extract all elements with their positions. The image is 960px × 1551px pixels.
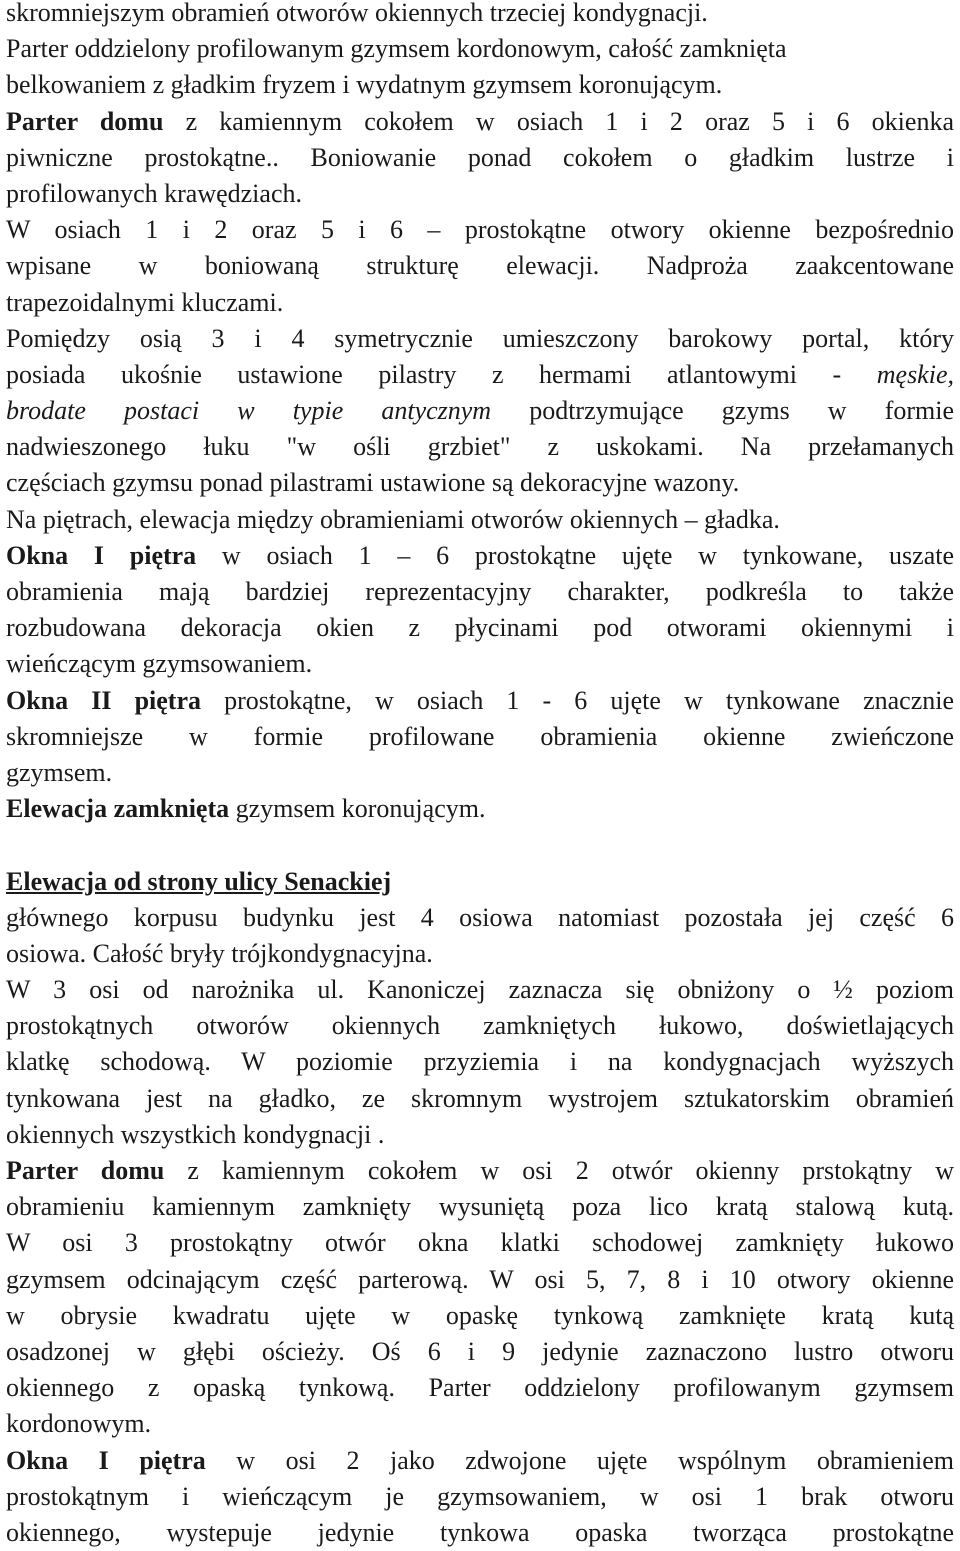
bold-run: Okna II piętra — [6, 685, 202, 715]
text-run: okiennego, wystepuje jedynie tynkowa opaska tworząca prostokątne — [6, 1517, 954, 1547]
text-line — [6, 1117, 954, 1153]
text-line — [6, 791, 954, 827]
text-line — [6, 357, 954, 393]
text-line — [6, 1189, 954, 1225]
section-heading: Elewacja od strony ulicy Senackiej — [6, 866, 392, 896]
text-run: Pomiędzy osią 3 i 4 symetrycznie umieszczony barokowy portal, który — [6, 323, 954, 353]
text-run: wieńczącym gzymsowaniem. — [6, 649, 313, 679]
text-run: osiowa. Całość bryły trójkondygnacyjna. — [6, 938, 433, 968]
bold-run: Okna I piętra — [6, 1445, 206, 1475]
text-line — [6, 31, 954, 67]
text-line — [6, 1334, 954, 1370]
text-run: gzymsem. — [6, 757, 113, 787]
text-line — [6, 176, 954, 212]
bold-run: Elewacja zamknięta — [6, 794, 230, 824]
text-run: wpisane w boniowaną strukturę elewacji. Nadproża zaakcentowane — [6, 251, 954, 281]
text-line — [6, 1044, 954, 1080]
text-line — [6, 1298, 954, 1334]
text-run: nadwieszonego łuku "w ośli grzbiet" z uskokami. Na przełamanych — [6, 432, 954, 462]
text-line — [6, 1081, 954, 1117]
text-line — [6, 1225, 954, 1261]
text-line — [6, 900, 954, 936]
text-run: gzymsem odcinającym część parterową. W osi 5, 7, 8 i 10 otwory okienne — [6, 1264, 954, 1294]
text-line — [6, 755, 954, 791]
text-run: profilowanych krawędziach. — [6, 178, 302, 208]
text-line — [6, 683, 954, 719]
text-run: w osiach 1 – 6 prostokątne ujęte w tynkowane, uszate — [196, 540, 954, 570]
text-line — [6, 212, 954, 248]
text-run: Na piętrach, elewacja między obramieniami otworów okiennych – gładka. — [6, 504, 780, 534]
text-line — [6, 1153, 954, 1189]
text-run: rozbudowana dekoracja okien z płycinami pod otworami okiennymi i — [6, 613, 954, 643]
text-run: obramieniu kamiennym zamknięty wysuniętą poza lico kratą stalową kutą. — [6, 1192, 954, 1222]
text-line — [6, 1262, 954, 1298]
text-run: W 3 osi od narożnika ul. Kanoniczej zaznacza się obniżony o ½ poziom — [6, 975, 954, 1005]
text-run: okiennego z opaską tynkową. Parter oddzielony profilowanym gzymsem — [6, 1373, 954, 1403]
text-line — [6, 67, 954, 103]
text-run: obramienia mają bardziej reprezentacyjny charakter, podkreśla to także — [6, 577, 954, 606]
text-run: piwniczne prostokątne.. Boniowanie ponad cokołem o gładkim lustrze i — [6, 142, 954, 172]
bold-run: Parter domu — [6, 106, 164, 136]
text-line — [6, 538, 954, 574]
text-line — [6, 0, 954, 31]
text-run: W osiach 1 i 2 oraz 5 i 6 – prostokątne otwory okienne bezpośrednio — [6, 215, 954, 245]
text-run: skromniejszym obramień otworów okiennych trzeciej kondygnacji. — [6, 0, 708, 27]
text-line — [6, 285, 954, 321]
text-run: okiennych wszystkich kondygnacji . — [6, 1119, 385, 1149]
text-line — [6, 646, 954, 682]
text-run: z kamiennym cokołem w osiach 1 i 2 oraz 5 i 6 okienka — [163, 106, 954, 136]
text-run: z kamiennym cokołem w osi 2 otwór okienny prstokątny w — [164, 1156, 954, 1185]
text-line — [6, 936, 954, 972]
text-run: trapezoidalnymi kluczami. — [6, 287, 284, 317]
text-line — [6, 610, 954, 646]
text-line — [6, 1008, 954, 1044]
text-line — [6, 574, 954, 610]
text-line — [6, 140, 954, 176]
text-line — [6, 1515, 954, 1551]
blank-line — [6, 827, 954, 863]
text-line — [6, 429, 954, 465]
text-line — [6, 321, 954, 357]
text-line — [6, 502, 954, 538]
text-line — [6, 1406, 954, 1442]
text-line — [6, 972, 954, 1008]
text-run: w osi 2 jako zdwojone ujęte wspólnym obramieniem — [205, 1445, 954, 1475]
bold-run: Okna I piętra — [6, 540, 197, 570]
text-run: podtrzymujące gzyms w formie — [491, 396, 954, 426]
italic-run: brodate postaci w typie antycznym — [6, 396, 492, 426]
text-run: belkowaniem z gładkim fryzem i wydatnym gzymsem koronującym. — [6, 70, 723, 100]
text-line — [6, 1370, 954, 1406]
text-run: gzymsem koronującym. — [229, 794, 486, 824]
text-line — [6, 1443, 954, 1479]
text-line — [6, 465, 954, 501]
text-run: częściach gzymsu ponad pilastrami ustawione są dekoracyjne wazony. — [6, 468, 740, 498]
text-run: skromniejsze w formie profilowane obramienia okienne zwieńczone — [6, 721, 954, 751]
text-line — [6, 864, 954, 900]
text-run: kordonowym. — [6, 1409, 152, 1439]
text-run: Parter oddzielony profilowanym gzymsem kordonowym, całość zamknięta — [6, 34, 787, 64]
text-run: głównego korpusu budynku jest 4 osiowa natomiast pozostała jej część 6 — [6, 902, 954, 932]
text-run: prostokątnym i wieńczącym je gzymsowaniem, w osi 1 brak otworu — [6, 1481, 954, 1511]
text-run: W osi 3 prostokątny otwór okna klatki schodowej zamknięty łukowo — [6, 1228, 954, 1258]
text-run: prostokątnych otworów okiennych zamkniętych łukowo, doświetlających — [6, 1011, 954, 1041]
text-line — [6, 719, 954, 755]
document-body — [6, 0, 954, 1551]
text-run: prostokątne, w osiach 1 - 6 ujęte w tynkowane znacznie — [201, 685, 954, 715]
text-run: w obrysie kwadratu ujęte w opaskę tynkową zamknięte kratą kutą — [6, 1300, 954, 1330]
text-line — [6, 393, 954, 429]
text-run: klatkę schodową. W poziomie przyziemia i na kondygnacjach wyższych — [6, 1047, 954, 1077]
text-run: posiada ukośnie ustawione pilastry z hermami atlantowymi - — [6, 359, 877, 389]
text-line — [6, 1479, 954, 1515]
text-line — [6, 248, 954, 284]
text-run: osadzonej w głębi ościeży. Oś 6 i 9 jedynie zaznaczono lustro otworu — [6, 1336, 954, 1366]
text-line — [6, 104, 954, 140]
bold-run: Parter domu — [6, 1156, 165, 1185]
italic-run: męskie, — [876, 359, 954, 389]
text-run: tynkowana jest na gładko, ze skromnym wystrojem sztukatorskim obramień — [6, 1083, 954, 1113]
